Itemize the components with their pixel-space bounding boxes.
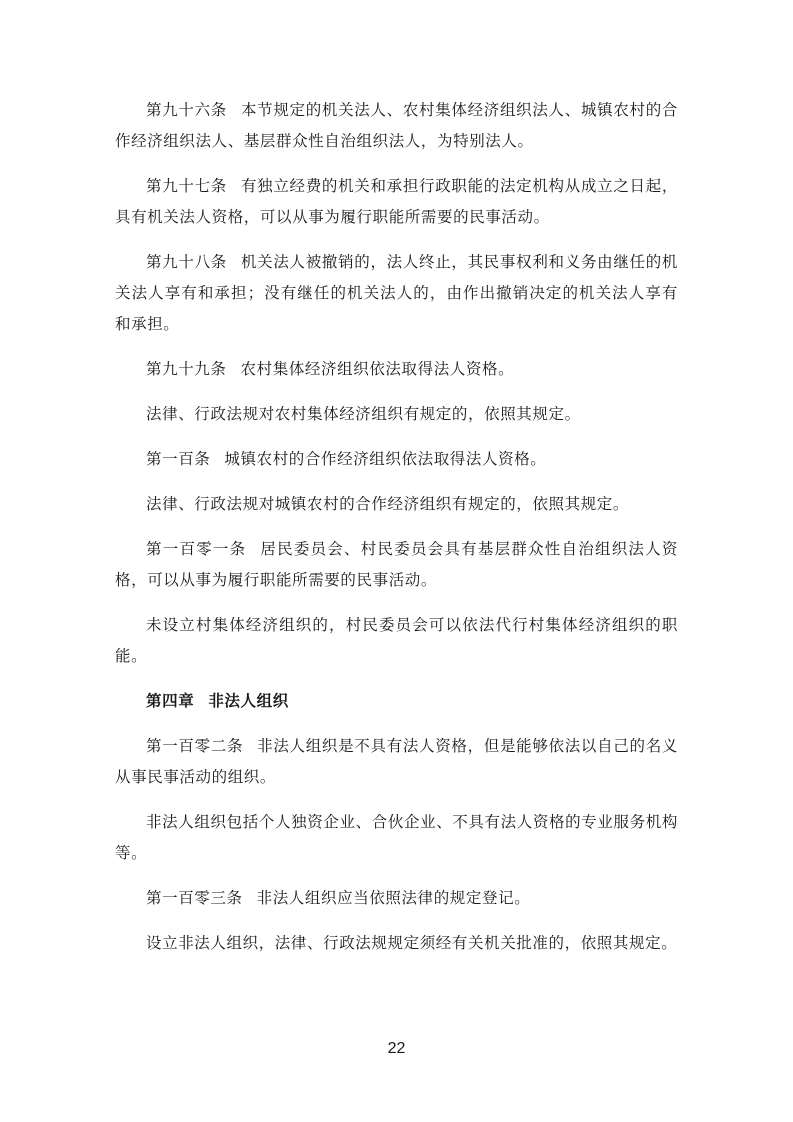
article-number: 第一百零一条 xyxy=(146,540,247,558)
article-97 xyxy=(115,171,678,233)
article-text: 农村集体经济组织依法取得法人资格。 xyxy=(240,360,515,378)
article-99 xyxy=(115,354,678,385)
article-100-clause xyxy=(115,489,678,520)
article-102-clause xyxy=(115,807,678,869)
article-text: 非法人组织应当依照法律的规定登记。 xyxy=(256,889,531,907)
article-96 xyxy=(115,95,678,157)
article-102 xyxy=(115,731,678,793)
article-text: 本节规定的机关法人、农村集体经济组织法人、城镇农村的合作经济组织法人、基层群众性自治组织法人，为特别法人。 xyxy=(115,101,678,150)
article-text: 非法人组织是不具有法人资格，但是能够依法以自己的名义从事民事活动的组织。 xyxy=(115,737,678,786)
article-103-clause xyxy=(115,928,678,959)
clause-text: 法律、行政法规对城镇农村的合作经济组织有规定的，依照其规定。 xyxy=(146,495,630,513)
clause-text: 未设立村集体经济组织的，村民委员会可以依法代行村集体经济组织的职能。 xyxy=(115,616,678,665)
article-number: 第九十八条 xyxy=(146,253,227,271)
article-number: 第九十七条 xyxy=(146,177,227,195)
article-text: 机关法人被撤销的，法人终止，其民事权利和义务由继任的机关法人享有和承担；没有继任的机关法人的，由作出撤销决定的机关法人享有和承担。 xyxy=(115,253,678,333)
article-99-clause xyxy=(115,399,678,430)
chapter-title: 非法人组织 xyxy=(208,692,289,710)
article-100 xyxy=(115,444,678,475)
article-101-clause xyxy=(115,610,678,672)
clause-text: 设立非法人组织，法律、行政法规规定须经有关机关批准的，依照其规定。 xyxy=(146,934,678,952)
article-number: 第一百条 xyxy=(146,450,211,468)
page-number: 22 xyxy=(387,1040,406,1057)
document-body xyxy=(115,95,678,973)
article-number: 第九十六条 xyxy=(146,101,227,119)
clause-text: 法律、行政法规对农村集体经济组织有规定的，依照其规定。 xyxy=(146,405,581,423)
article-98 xyxy=(115,247,678,340)
article-text: 城镇农村的合作经济组织依法取得法人资格。 xyxy=(224,450,547,468)
article-number: 第九十九条 xyxy=(146,360,227,378)
chapter-heading xyxy=(115,686,678,717)
article-number: 第一百零二条 xyxy=(146,737,244,755)
article-text: 有独立经费的机关和承担行政职能的法定机构从成立之日起，具有机关法人资格，可以从事为履行职能所需要的民事活动。 xyxy=(115,177,678,226)
article-103 xyxy=(115,883,678,914)
article-text: 居民委员会、村民委员会具有基层群众性自治组织法人资格，可以从事为履行职能所需要的民事活动。 xyxy=(115,540,678,589)
article-101 xyxy=(115,534,678,596)
chapter-number: 第四章 xyxy=(146,692,195,710)
clause-text: 非法人组织包括个人独资企业、合伙企业、不具有法人资格的专业服务机构等。 xyxy=(115,813,678,862)
article-number: 第一百零三条 xyxy=(146,889,243,907)
